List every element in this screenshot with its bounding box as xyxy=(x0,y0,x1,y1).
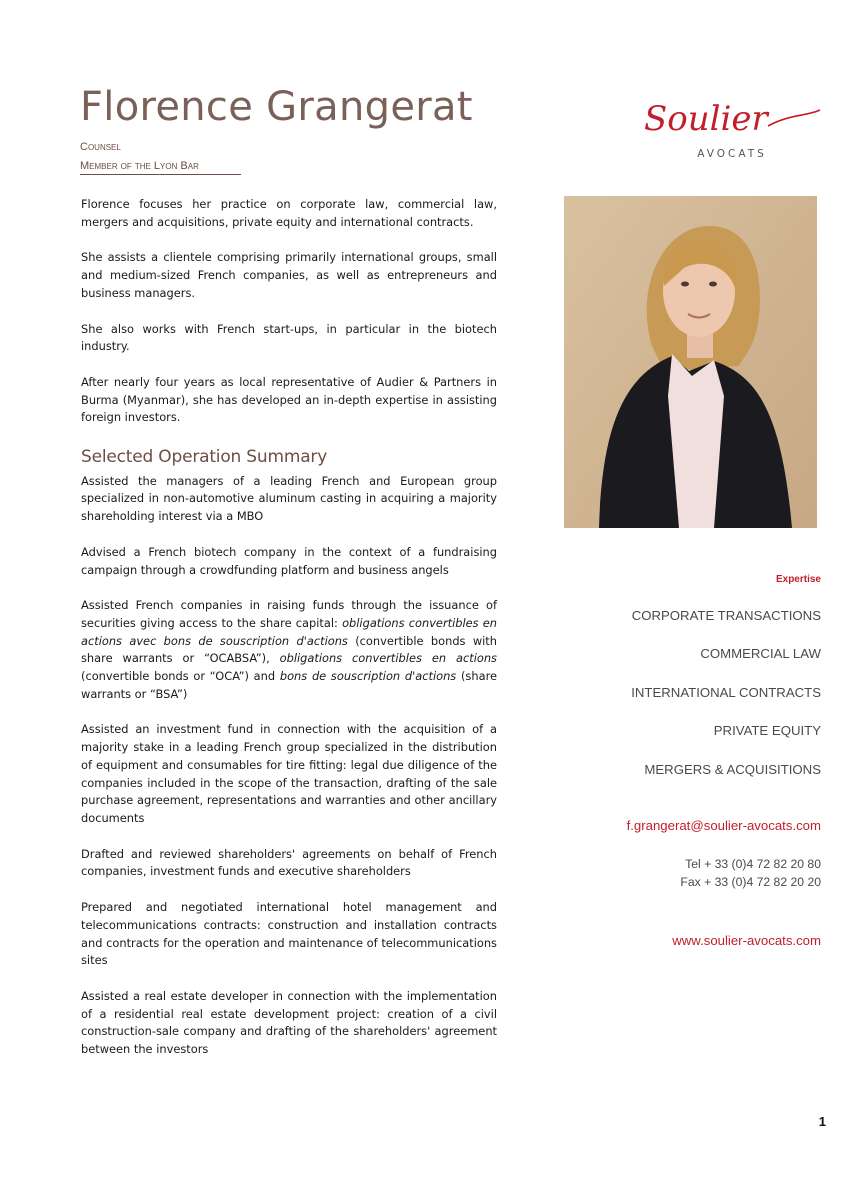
firm-logo xyxy=(640,96,824,166)
operations-list xyxy=(81,473,497,1059)
fax-number: Fax + 33 (0)4 72 82 20 20 xyxy=(680,875,821,889)
logo-script-text: Soulier xyxy=(644,99,768,139)
expertise-list xyxy=(600,604,821,796)
operations-section-title: Selected Operation Summary xyxy=(81,447,328,468)
person-name: Florence Grangerat xyxy=(80,84,473,130)
operation-french-term: bons de souscription d'actions xyxy=(279,669,457,684)
phone-number: Tel + 33 (0)4 72 82 20 80 xyxy=(685,857,821,871)
expertise-item: MERGERS & ACQUISITIONS xyxy=(644,761,821,777)
soulier-script-logo xyxy=(640,96,824,144)
expertise-item: INTERNATIONAL CONTRACTS xyxy=(631,684,821,700)
expertise-item: COMMERCIAL LAW xyxy=(700,646,821,662)
main-content xyxy=(81,196,497,1077)
operation-item xyxy=(81,597,497,703)
operation-french-term: obligations convertibles en actions xyxy=(279,651,497,666)
operation-item: Assisted an investment fund in connection with the acquisition of a majority stake in a leading French group specialized in the distribution of equipment and consumables for tire fitting: legal due diligence of the companies included in the scope of the transaction, drafting of the sale purchase agreement, representations and warranties and other ancillary documents xyxy=(81,722,497,825)
expertise-item: PRIVATE EQUITY xyxy=(713,723,821,739)
logo-subtext: AVOCATS xyxy=(697,148,767,160)
page-number: 1 xyxy=(818,1114,826,1129)
portrait-photo xyxy=(564,196,817,528)
operation-text: Assisted French companies in raising funds through the issuance of securities giving access to the share capital: xyxy=(81,598,497,630)
bio-paragraph: Florence focuses her practice on corporate law, commercial law, mergers and acquisitions, private equity and international contracts. xyxy=(81,197,497,229)
operation-french-term: obligations convertibles en actions avec bons de souscription d'actions xyxy=(81,615,497,648)
operation-item: Advised a French biotech company in the context of a fundraising campaign through a crowdfunding platform and business angels xyxy=(81,544,497,577)
operation-text: (convertible bonds or “OCA”) and xyxy=(81,669,280,684)
operation-text: (share warrants or “BSA”) xyxy=(81,669,498,701)
expertise-title: Expertise xyxy=(775,574,821,585)
operation-text: (convertible bonds with share warrants or “OCABSA”), xyxy=(81,633,497,666)
bio-paragraph: She also works with French start-ups, in particular in the biotech industry. xyxy=(81,321,497,354)
expertise-item: CORPORATE TRANSACTIONS xyxy=(631,608,821,623)
operation-item: Assisted a real estate developer in connection with the implementation of a residential real estate development project: creation of a civil construction-sale company and drafting of the shareholders' agreement between the investors xyxy=(81,988,497,1057)
bio-paragraph: After nearly four years as local representative of Audier & Partners in Burma (Myanmar), she has developed an in-depth expertise in assisting foreign investors. xyxy=(81,374,497,425)
operation-item: Prepared and negotiated international hotel management and telecommunications contracts: construction and installation contracts and contracts for the operation and maintenance of telecommunications sites xyxy=(81,900,497,968)
operation-item: Drafted and reviewed shareholders' agreements on behalf of French companies, investment funds and executive shareholders xyxy=(81,846,497,879)
role-bar-membership: Member of the Lyon Bar xyxy=(80,160,241,175)
role-title: Counsel xyxy=(80,141,121,153)
website-link[interactable]: www.soulier-avocats.com xyxy=(672,933,821,948)
bio-paragraph: She assists a clientele comprising primarily international groups, small and medium-sized French companies, as well as entrepreneurs and business managers. xyxy=(81,250,497,300)
email-link[interactable]: f.grangerat@soulier-avocats.com xyxy=(626,818,821,833)
operation-item: Assisted the managers of a leading French and European group specialized in non-automotive aluminum casting in acquiring a majority shareholding interest via a MBO xyxy=(81,473,497,524)
